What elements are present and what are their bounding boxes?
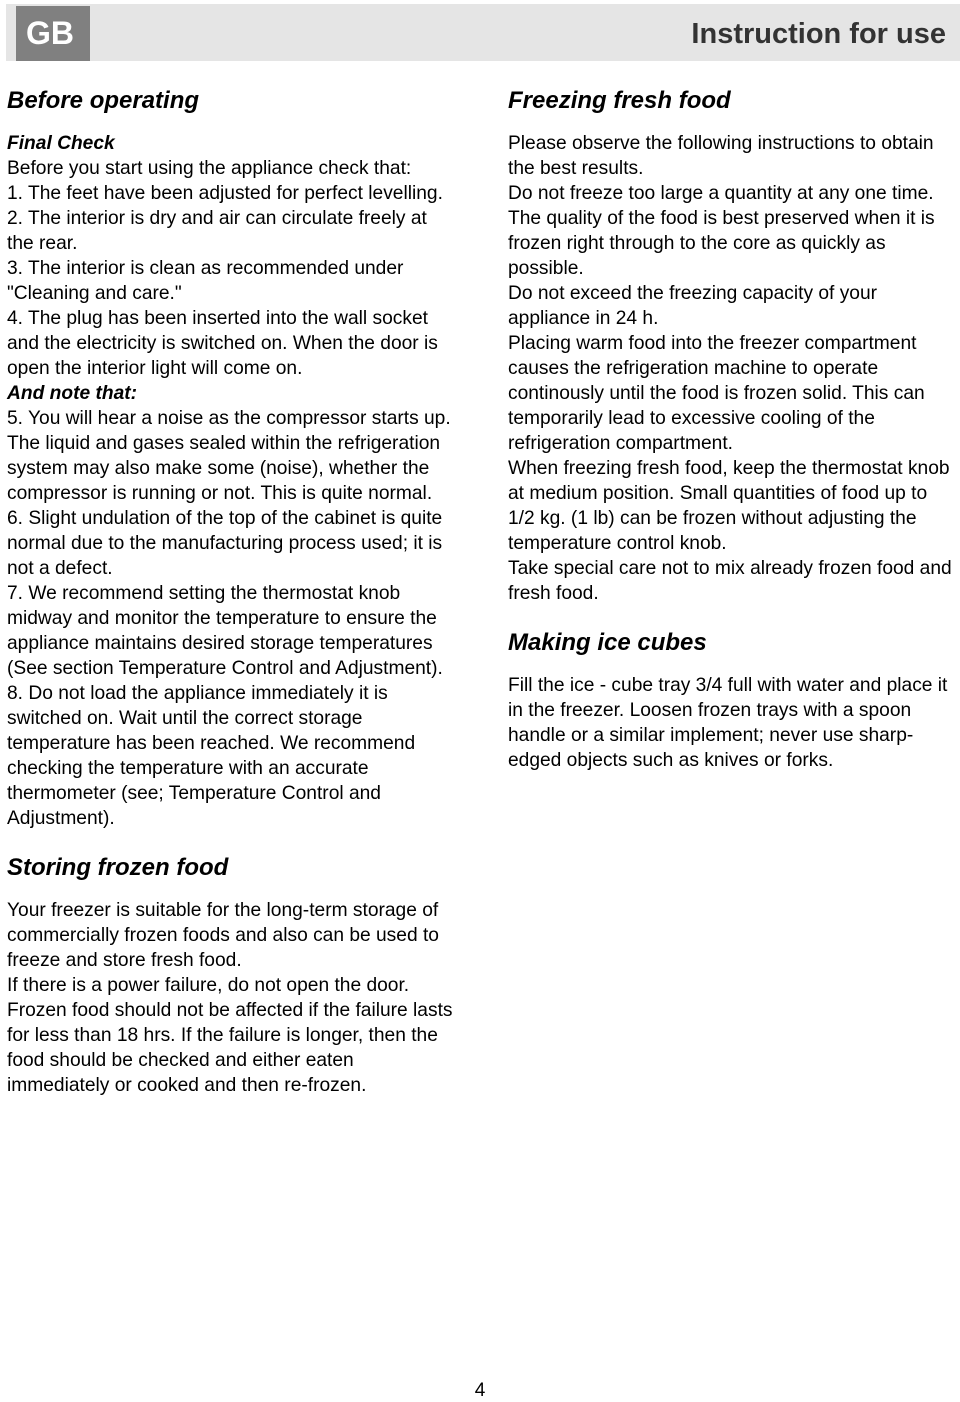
section-making-ice-cubes [508,628,954,773]
paragraph: Before you start using the appliance check that: [7,158,412,179]
paragraph: Fill the ice - cube tray 3/4 full with water and place it in the freezer. Loosen frozen trays with a spoon handle or a similar implement; never use sharp-edged objects such as knives or forks. [508,675,948,771]
left-column [7,86,457,1098]
checklist-item: 1. The feet have been adjusted for perfect levelling. [7,183,443,204]
paragraph: Placing warm food into the freezer compartment causes the refrigeration machine to operate continously until the food is frozen solid. This can temporarily lead to excessive cooling of the refrigeration compartment. [508,333,925,454]
paragraph: Do not freeze too large a quantity at any one time. The quality of the food is best preserved when it is frozen right through to the core as quickly as possible. [508,183,935,279]
paragraph: Your freezer is suitable for the long-term storage of commercially frozen foods and also can be used to freeze and store fresh food. [7,900,439,971]
subheading-and-note-that: And note that: [7,383,138,404]
heading-making-ice-cubes: Making ice cubes [508,629,707,656]
subheading-final-check: Final Check [7,133,115,154]
section-freezing-fresh-food [508,86,954,606]
note-item: 6. Slight undulation of the top of the cabinet is quite normal due to the manufacturing process used; it is not a defect. [7,508,443,579]
section-before-operating [7,86,457,831]
paragraph: When freezing fresh food, keep the thermostat knob at medium position. Small quantities of food up to 1/2 kg. (1 lb) can be frozen without adjusting the temperature control knob. [508,458,950,554]
note-item: 7. We recommend setting the thermostat knob midway and monitor the temperature to ensure the appliance maintains desired storage temperatures (See section Temperature Control and Adjustment). [7,583,443,679]
note-item: 5. You will hear a noise as the compressor starts up. The liquid and gases sealed within the refrigeration system may also make some (noise), whether the compressor is running or not. This is quite normal. [7,408,451,504]
language-badge: GB [16,6,90,61]
document-title: Instruction for use [691,18,946,50]
paragraph: Take special care not to mix already frozen food and fresh food. [508,558,952,604]
heading-storing-frozen-food: Storing frozen food [7,854,229,881]
right-column [508,86,954,773]
paragraph: If there is a power failure, do not open the door. Frozen food should not be affected if the failure lasts for less than 18 hrs. If the failure is longer, then the food should be checked and either eaten immediately or cooked and then re-frozen. [7,975,453,1096]
page-header [6,4,960,61]
checklist-item: 4. The plug has been inserted into the wall socket and the electricity is switched on. When the door is open the interior light will come on. [7,308,438,379]
note-item: 8. Do not load the appliance immediately it is switched on. Wait until the correct storage temperature has been reached. We recommend checking the temperature with an accurate thermometer (see; Temperature Control and Adjustment). [7,683,416,829]
heading-freezing-fresh-food: Freezing fresh food [508,87,731,114]
checklist-item: 3. The interior is clean as recommended under "Cleaning and care." [7,258,404,304]
checklist-item: 2. The interior is dry and air can circulate freely at the rear. [7,208,427,254]
section-storing-frozen-food [7,853,457,1098]
paragraph: Do not exceed the freezing capacity of your appliance in 24 h. [508,283,878,329]
heading-before-operating: Before operating [7,87,200,114]
paragraph: Please observe the following instructions to obtain the best results. [508,133,934,179]
page-number: 4 [474,1380,486,1401]
